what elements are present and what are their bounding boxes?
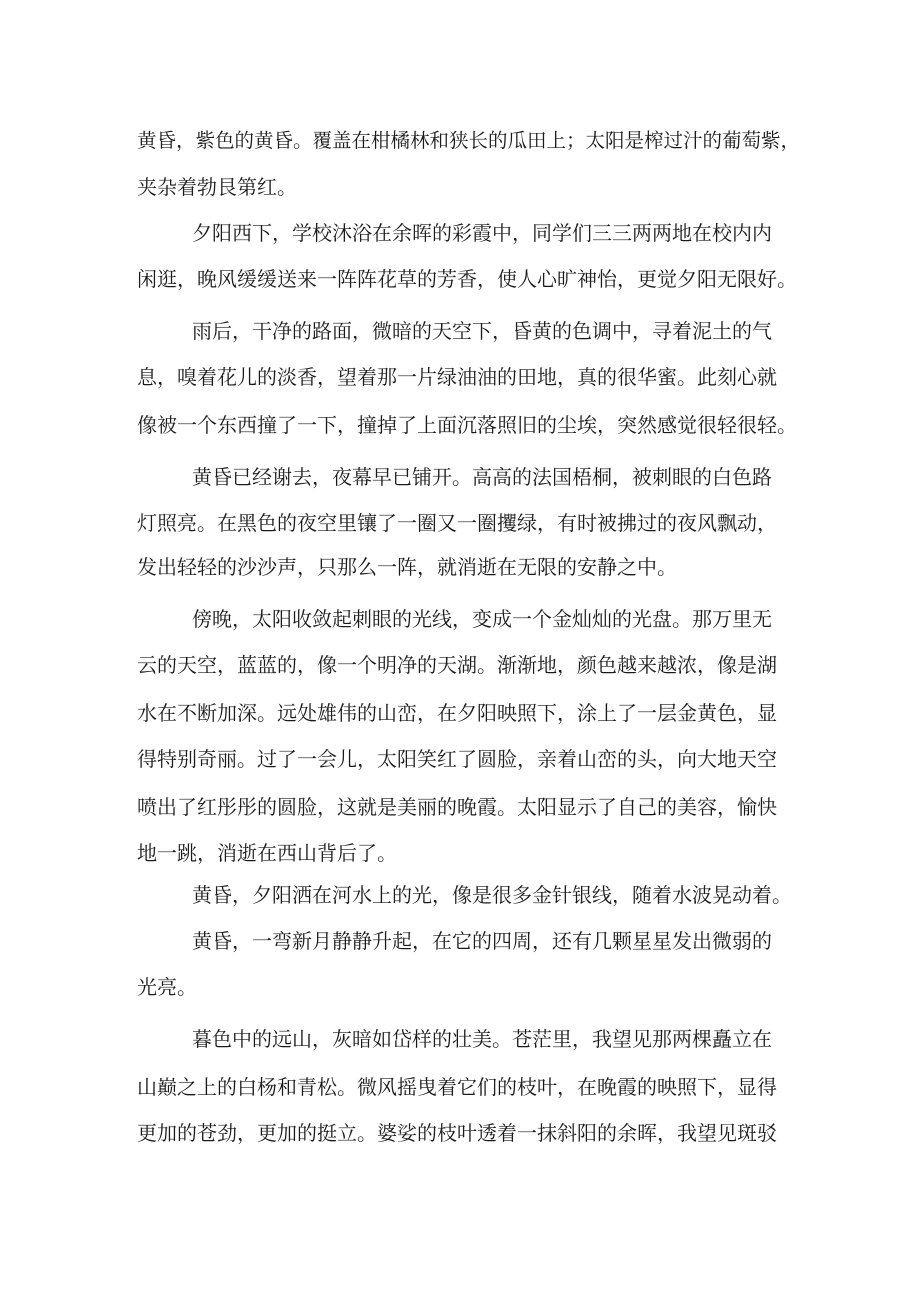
paragraph-line: 得特别奇丽。过了一会儿，太阳笑红了圆脸，亲着山峦的头，向大地天空: [137, 747, 777, 771]
paragraph-line: 息，嗅着花儿的淡香，望着那一片绿油油的田地，真的很华蜜。此刻心就: [137, 365, 777, 389]
paragraph-line: 喷出了红彤彤的圆脸，这就是美丽的晚霞。太阳显示了自己的美容，愉快: [137, 795, 777, 819]
paragraph-line: 像被一个东西撞了一下，撞掉了上面沉落照旧的尘埃，突然感觉很轻很轻。: [137, 413, 797, 437]
paragraph-first-line: 暮色中的远山，灰暗如岱样的壮美。苍茫里，我望见那两棵矗立在: [192, 1027, 772, 1051]
paragraph-first-line: 黄昏已经谢去，夜幕早已铺开。高高的法国梧桐，被刺眼的白色路: [192, 465, 772, 489]
paragraph-line: 更加的苍劲，更加的挺立。婆娑的枝叶透着一抹斜阳的余晖，我望见斑驳: [137, 1121, 777, 1145]
paragraph-line: 闲逛，晚风缓缓送来一阵阵花草的芳香，使人心旷神怡，更觉夕阳无限好。: [137, 267, 797, 291]
paragraph-first-line: 黄昏，夕阳洒在河水上的光，像是很多金针银线，随着水波晃动着。: [192, 883, 792, 907]
paragraph-line: 水在不断加深。远处雄伟的山峦，在夕阳映照下，涂上了一层金黄色，显: [137, 701, 777, 725]
paragraph-first-line: 夕阳西下，学校沐浴在余晖的彩霞中，同学们三三两两地在校内内: [192, 221, 772, 245]
paragraph-line: 光亮。: [137, 975, 197, 999]
paragraph-line: 夹杂着勃艮第红。: [137, 175, 297, 199]
paragraph-line: 地一跳，消逝在西山背后了。: [137, 841, 397, 865]
paragraph-line: 黄昏，紫色的黄昏。覆盖在柑橘林和狭长的瓜田上；太阳是榨过汁的葡萄紫，: [137, 129, 801, 152]
paragraph-line: 云的天空，蓝蓝的，像一个明净的天湖。渐渐地，颜色越来越浓，像是湖: [137, 653, 777, 677]
paragraph-first-line: 傍晚，太阳收敛起刺眼的光线，变成一个金灿灿的光盘。那万里无: [192, 607, 772, 631]
paragraph-first-line: 雨后，干净的路面，微暗的天空下，昏黄的色调中，寻着泥土的气: [192, 319, 772, 343]
paragraph-line: 发出轻轻的沙沙声，只那么一阵，就消逝在无限的安静之中。: [137, 555, 677, 579]
paragraph-first-line: 黄昏，一弯新月静静升起，在它的四周，还有几颗星星发出微弱的: [192, 929, 772, 953]
paragraph-line: 灯照亮。在黑色的夜空里镶了一圈又一圈攫绿，有时被拂过的夜风飘动，: [137, 511, 777, 535]
paragraph-line: 山巅之上的白杨和青松。微风摇曳着它们的枝叶，在晚霞的映照下，显得: [137, 1075, 777, 1099]
